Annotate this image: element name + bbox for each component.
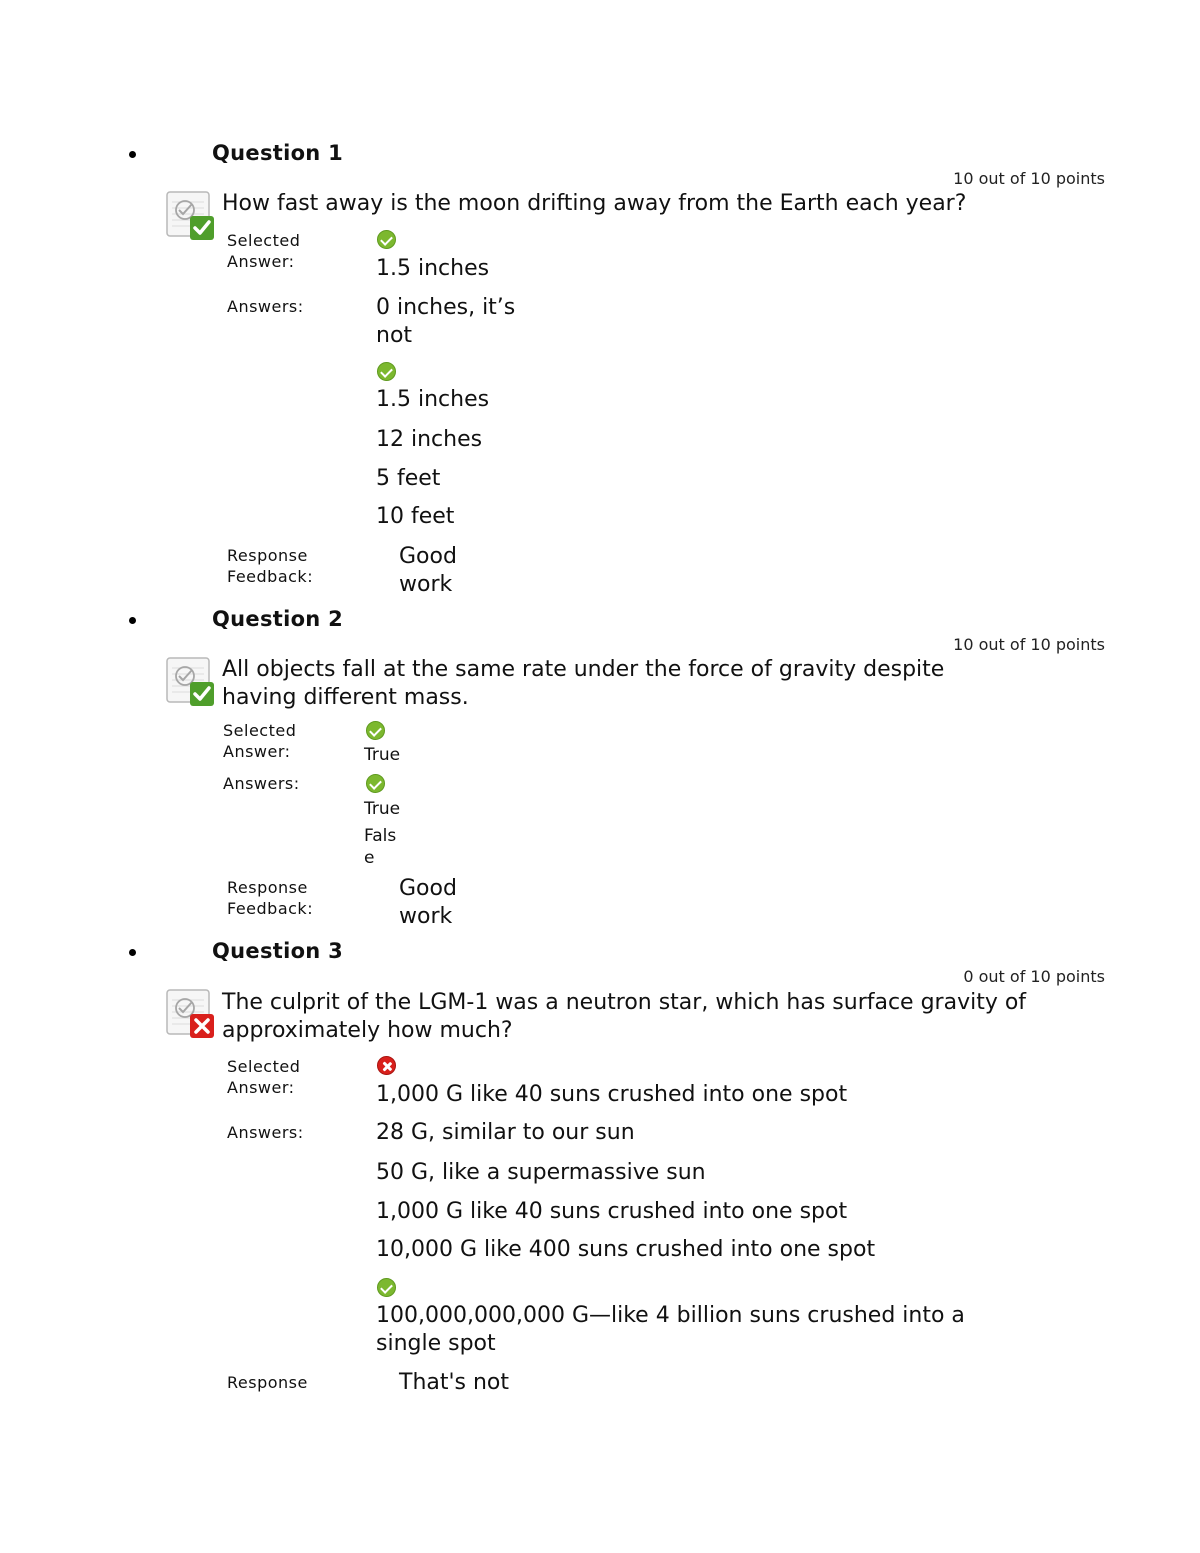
- answer-option: 10,000 G like 400 suns crushed into one spot: [376, 1237, 876, 1262]
- check-circle-icon: [377, 362, 396, 381]
- response-feedback: Good work: [399, 544, 457, 597]
- selected-answer: 1.5 inches: [376, 256, 490, 281]
- bullet: [129, 151, 136, 158]
- check-circle-icon: [377, 1278, 396, 1297]
- response-feedback-label: Response: [227, 1373, 308, 1392]
- x-circle-icon: [377, 1056, 396, 1075]
- answers-label: Answers:: [227, 1123, 304, 1142]
- question-correct-icon: [164, 656, 216, 708]
- bullet: [129, 949, 136, 956]
- question-incorrect-icon: [164, 988, 216, 1040]
- question-title: Question 3: [212, 939, 344, 963]
- question-points: 0 out of 10 points: [963, 967, 1105, 986]
- check-circle-icon: [366, 774, 385, 793]
- check-circle-icon: [377, 230, 396, 249]
- question-text: All objects fall at the same rate under the force of gravity despite having different mass.: [222, 657, 945, 710]
- bullet: [129, 617, 136, 624]
- question-text: How fast away is the moon drifting away from the Earth each year?: [222, 191, 967, 216]
- response-feedback-label: Response Feedback:: [227, 878, 314, 918]
- answer-option: 28 G, similar to our sun: [376, 1120, 635, 1145]
- selected-answer-label: Selected Answer:: [223, 721, 297, 761]
- selected-answer: True: [364, 745, 401, 765]
- question-title: Question 1: [212, 141, 344, 165]
- response-feedback-label: Response Feedback:: [227, 546, 314, 586]
- answer-option: True: [364, 799, 401, 819]
- answers-label: Answers:: [227, 297, 304, 316]
- answer-option: 1,000 G like 40 suns crushed into one spot: [376, 1199, 848, 1224]
- answer-option: 1.5 inches: [376, 387, 490, 412]
- answer-option: 12 inches: [376, 427, 483, 452]
- answer-option: 100,000,000,000 G—like 4 billion suns crushed into a single spot: [376, 1303, 965, 1356]
- answers-label: Answers:: [223, 774, 300, 793]
- question-text: The culprit of the LGM-1 was a neutron star, which has surface gravity of approximately how much?: [222, 990, 1027, 1043]
- check-circle-icon: [366, 721, 385, 740]
- question-points: 10 out of 10 points: [953, 169, 1105, 188]
- question-title: Question 2: [212, 607, 344, 631]
- response-feedback: That's not: [399, 1370, 510, 1395]
- answer-option: 50 G, like a supermassive sun: [376, 1160, 706, 1185]
- answer-option: 10 feet: [376, 504, 455, 529]
- answer-option: 0 inches, it’s not: [376, 295, 516, 348]
- selected-answer: 1,000 G like 40 suns crushed into one spot: [376, 1082, 848, 1107]
- question-points: 10 out of 10 points: [953, 635, 1105, 654]
- answer-option: False: [364, 826, 397, 868]
- selected-answer-label: Selected Answer:: [227, 1057, 301, 1097]
- answer-option: 5 feet: [376, 466, 441, 491]
- selected-answer-label: Selected Answer:: [227, 231, 301, 271]
- response-feedback: Good work: [399, 876, 457, 929]
- question-correct-icon: [164, 190, 216, 242]
